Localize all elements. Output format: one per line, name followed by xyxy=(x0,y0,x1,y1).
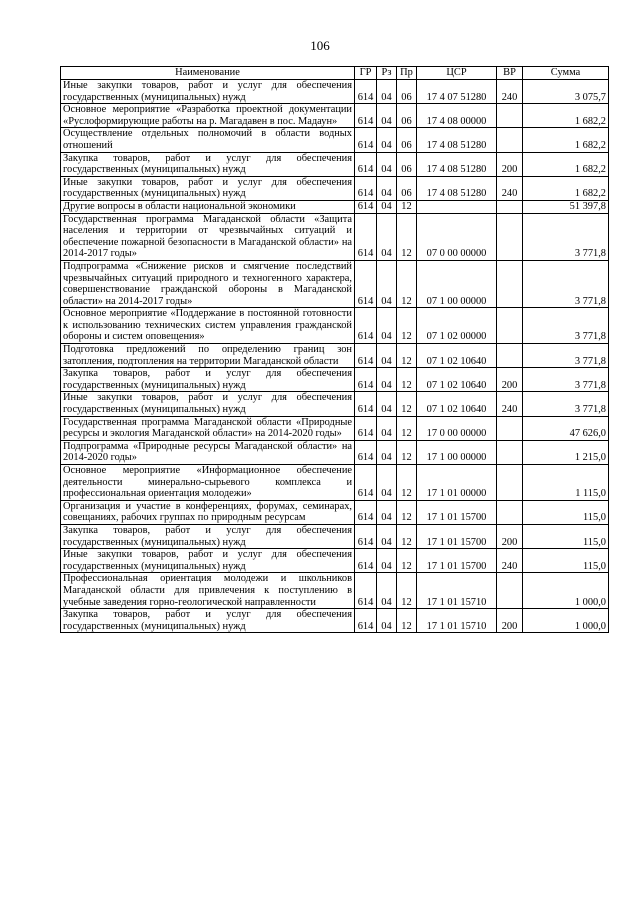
table-body xyxy=(61,80,609,633)
table-row xyxy=(61,549,609,573)
row-vr xyxy=(497,465,523,501)
row-name: Иные закупки товаров, работ и услуг для обеспечения государственных (муниципальных) нужд xyxy=(61,392,355,416)
row-gr: 614 xyxy=(355,392,377,416)
row-rz: 04 xyxy=(377,609,397,633)
row-csr xyxy=(417,200,497,213)
row-pr: 12 xyxy=(397,500,417,524)
table-row xyxy=(61,104,609,128)
row-sum: 115,0 xyxy=(523,500,609,524)
row-vr xyxy=(497,500,523,524)
row-rz: 04 xyxy=(377,344,397,368)
row-gr: 614 xyxy=(355,152,377,176)
row-rz: 04 xyxy=(377,200,397,213)
row-rz: 04 xyxy=(377,368,397,392)
row-gr: 614 xyxy=(355,176,377,200)
row-sum: 47 626,0 xyxy=(523,416,609,440)
row-csr: 17 4 08 51280 xyxy=(417,152,497,176)
row-csr: 17 1 01 15700 xyxy=(417,549,497,573)
row-vr xyxy=(497,440,523,464)
row-rz: 04 xyxy=(377,573,397,609)
row-gr: 614 xyxy=(355,308,377,344)
row-name: Иные закупки товаров, работ и услуг для обеспечения государственных (муниципальных) нужд xyxy=(61,80,355,104)
row-vr xyxy=(497,260,523,307)
row-name: Другие вопросы в области национальной экономики xyxy=(61,200,355,213)
header-csr: ЦСР xyxy=(417,67,497,80)
row-pr: 12 xyxy=(397,465,417,501)
row-name: Основное мероприятие «Информационное обеспечение деятельности минерально-сырьевого комплекса и профессиональная ориентация молодежи» xyxy=(61,465,355,501)
row-gr: 614 xyxy=(355,416,377,440)
row-csr: 17 1 01 15710 xyxy=(417,609,497,633)
header-pr: Пр xyxy=(397,67,417,80)
row-sum: 1 000,0 xyxy=(523,609,609,633)
row-gr: 614 xyxy=(355,500,377,524)
header-gr: ГР xyxy=(355,67,377,80)
row-csr: 17 1 01 15700 xyxy=(417,524,497,548)
table-row xyxy=(61,465,609,501)
row-gr: 614 xyxy=(355,200,377,213)
row-rz: 04 xyxy=(377,80,397,104)
row-name: Закупка товаров, работ и услуг для обеспечения государственных (муниципальных) нужд xyxy=(61,152,355,176)
row-sum: 1 682,2 xyxy=(523,152,609,176)
row-pr: 06 xyxy=(397,104,417,128)
row-gr: 614 xyxy=(355,524,377,548)
row-sum: 115,0 xyxy=(523,524,609,548)
row-name: Основное мероприятие «Разработка проектной документации «Руслоформирующие работы на р. Магадавен в пос. Мадаун» xyxy=(61,104,355,128)
row-gr: 614 xyxy=(355,440,377,464)
row-gr: 614 xyxy=(355,573,377,609)
row-pr: 12 xyxy=(397,573,417,609)
row-pr: 12 xyxy=(397,416,417,440)
row-name: Закупка товаров, работ и услуг для обеспечения государственных (муниципальных) нужд xyxy=(61,609,355,633)
row-pr: 12 xyxy=(397,524,417,548)
row-pr: 12 xyxy=(397,260,417,307)
row-sum: 1 115,0 xyxy=(523,465,609,501)
table-row xyxy=(61,440,609,464)
row-rz: 04 xyxy=(377,104,397,128)
row-sum: 3 771,8 xyxy=(523,368,609,392)
row-csr: 07 1 02 10640 xyxy=(417,368,497,392)
row-vr xyxy=(497,200,523,213)
table-row xyxy=(61,213,609,260)
row-csr: 17 4 07 51280 xyxy=(417,80,497,104)
row-rz: 04 xyxy=(377,176,397,200)
row-vr xyxy=(497,104,523,128)
page-number: 106 xyxy=(310,38,330,53)
budget-table xyxy=(60,66,609,633)
row-sum: 51 397,8 xyxy=(523,200,609,213)
row-rz: 04 xyxy=(377,549,397,573)
table-row xyxy=(61,308,609,344)
row-sum: 1 000,0 xyxy=(523,573,609,609)
row-vr: 240 xyxy=(497,176,523,200)
row-sum: 1 682,2 xyxy=(523,176,609,200)
row-rz: 04 xyxy=(377,128,397,152)
row-pr: 12 xyxy=(397,368,417,392)
row-name: Подпрограмма «Природные ресурсы Магаданской области» на 2014-2020 годы» xyxy=(61,440,355,464)
row-vr xyxy=(497,573,523,609)
row-vr: 200 xyxy=(497,524,523,548)
row-gr: 614 xyxy=(355,344,377,368)
row-sum: 1 682,2 xyxy=(523,128,609,152)
row-name: Основное мероприятие «Поддержание в постоянной готовности к использованию технических систем управления гражданской обороны и систем оповещения» xyxy=(61,308,355,344)
row-vr: 240 xyxy=(497,392,523,416)
row-name: Государственная программа Магаданской области «Природные ресурсы и экология Магаданской области» на 2014-2020 годы» xyxy=(61,416,355,440)
table-row xyxy=(61,573,609,609)
row-vr: 200 xyxy=(497,368,523,392)
row-gr: 614 xyxy=(355,80,377,104)
table-row xyxy=(61,416,609,440)
row-rz: 04 xyxy=(377,465,397,501)
table-row xyxy=(61,524,609,548)
row-pr: 06 xyxy=(397,152,417,176)
row-pr: 12 xyxy=(397,440,417,464)
row-csr: 17 4 08 51280 xyxy=(417,128,497,152)
row-sum: 115,0 xyxy=(523,549,609,573)
row-csr: 17 1 01 00000 xyxy=(417,465,497,501)
row-gr: 614 xyxy=(355,465,377,501)
table-row xyxy=(61,260,609,307)
row-vr: 240 xyxy=(497,80,523,104)
row-rz: 04 xyxy=(377,308,397,344)
row-csr: 07 1 00 00000 xyxy=(417,260,497,307)
row-vr xyxy=(497,213,523,260)
row-gr: 614 xyxy=(355,128,377,152)
row-name: Иные закупки товаров, работ и услуг для обеспечения государственных (муниципальных) нужд xyxy=(61,176,355,200)
row-gr: 614 xyxy=(355,549,377,573)
row-csr: 07 1 02 10640 xyxy=(417,344,497,368)
row-csr: 17 1 00 00000 xyxy=(417,440,497,464)
header-vr: ВР xyxy=(497,67,523,80)
row-rz: 04 xyxy=(377,392,397,416)
row-vr xyxy=(497,128,523,152)
table-row xyxy=(61,200,609,213)
row-name: Организация и участие в конференциях, форумах, семинарах, совещаниях, рабочих группах по природным ресурсам xyxy=(61,500,355,524)
row-csr: 07 1 02 10640 xyxy=(417,392,497,416)
row-pr: 06 xyxy=(397,80,417,104)
table-row xyxy=(61,368,609,392)
row-gr: 614 xyxy=(355,260,377,307)
row-rz: 04 xyxy=(377,152,397,176)
row-pr: 12 xyxy=(397,200,417,213)
row-csr: 07 0 00 00000 xyxy=(417,213,497,260)
row-sum: 3 771,8 xyxy=(523,260,609,307)
row-pr: 12 xyxy=(397,609,417,633)
row-csr: 17 1 01 15710 xyxy=(417,573,497,609)
row-csr: 17 1 01 15700 xyxy=(417,500,497,524)
row-vr: 240 xyxy=(497,549,523,573)
row-rz: 04 xyxy=(377,440,397,464)
row-csr: 07 1 02 00000 xyxy=(417,308,497,344)
row-rz: 04 xyxy=(377,524,397,548)
row-name: Осуществление отдельных полномочий в области водных отношений xyxy=(61,128,355,152)
row-name: Закупка товаров, работ и услуг для обеспечения государственных (муниципальных) нужд xyxy=(61,524,355,548)
row-gr: 614 xyxy=(355,368,377,392)
row-sum: 3 771,8 xyxy=(523,344,609,368)
row-rz: 04 xyxy=(377,260,397,307)
row-name: Подпрограмма «Снижение рисков и смягчение последствий чрезвычайных ситуаций природного и техногенного характера, совершенствование гражданской обороны в Магаданской области» на 2014-2017 годы» xyxy=(61,260,355,307)
row-vr: 200 xyxy=(497,152,523,176)
table-row xyxy=(61,609,609,633)
table-row xyxy=(61,392,609,416)
row-gr: 614 xyxy=(355,609,377,633)
header-name: Наименование xyxy=(61,67,355,80)
row-pr: 12 xyxy=(397,308,417,344)
row-vr: 200 xyxy=(497,609,523,633)
row-pr: 06 xyxy=(397,176,417,200)
row-name: Закупка товаров, работ и услуг для обеспечения государственных (муниципальных) нужд xyxy=(61,368,355,392)
row-sum: 3 771,8 xyxy=(523,213,609,260)
row-pr: 12 xyxy=(397,344,417,368)
row-csr: 17 0 00 00000 xyxy=(417,416,497,440)
row-gr: 614 xyxy=(355,213,377,260)
row-rz: 04 xyxy=(377,500,397,524)
row-pr: 12 xyxy=(397,549,417,573)
table-header-row xyxy=(61,67,609,80)
row-gr: 614 xyxy=(355,104,377,128)
table-row xyxy=(61,176,609,200)
table-row xyxy=(61,152,609,176)
row-sum: 3 771,8 xyxy=(523,308,609,344)
row-vr xyxy=(497,308,523,344)
table-row xyxy=(61,344,609,368)
table-row xyxy=(61,128,609,152)
row-name: Иные закупки товаров, работ и услуг для обеспечения государственных (муниципальных) нужд xyxy=(61,549,355,573)
table-row xyxy=(61,80,609,104)
row-pr: 12 xyxy=(397,213,417,260)
row-sum: 3 075,7 xyxy=(523,80,609,104)
row-csr: 17 4 08 51280 xyxy=(417,176,497,200)
header-rz: Рз xyxy=(377,67,397,80)
row-vr xyxy=(497,416,523,440)
header-sum: Сумма xyxy=(523,67,609,80)
row-name: Подготовка предложений по определению границ зон затопления, подтопления на территории Магаданской области xyxy=(61,344,355,368)
row-sum: 1 215,0 xyxy=(523,440,609,464)
row-sum: 1 682,2 xyxy=(523,104,609,128)
row-sum: 3 771,8 xyxy=(523,392,609,416)
row-pr: 12 xyxy=(397,392,417,416)
row-csr: 17 4 08 00000 xyxy=(417,104,497,128)
row-rz: 04 xyxy=(377,213,397,260)
row-rz: 04 xyxy=(377,416,397,440)
row-vr xyxy=(497,344,523,368)
row-pr: 06 xyxy=(397,128,417,152)
row-name: Профессиональная ориентация молодежи и школьников Магаданской области для привлечения к поступлению в учебные заведения горно-геологической направленности xyxy=(61,573,355,609)
row-name: Государственная программа Магаданской области «Защита населения и территории от чрезвычайных ситуаций и обеспечение пожарной безопасности в Магаданской области» на 2014-2017 годы» xyxy=(61,213,355,260)
table-row xyxy=(61,500,609,524)
